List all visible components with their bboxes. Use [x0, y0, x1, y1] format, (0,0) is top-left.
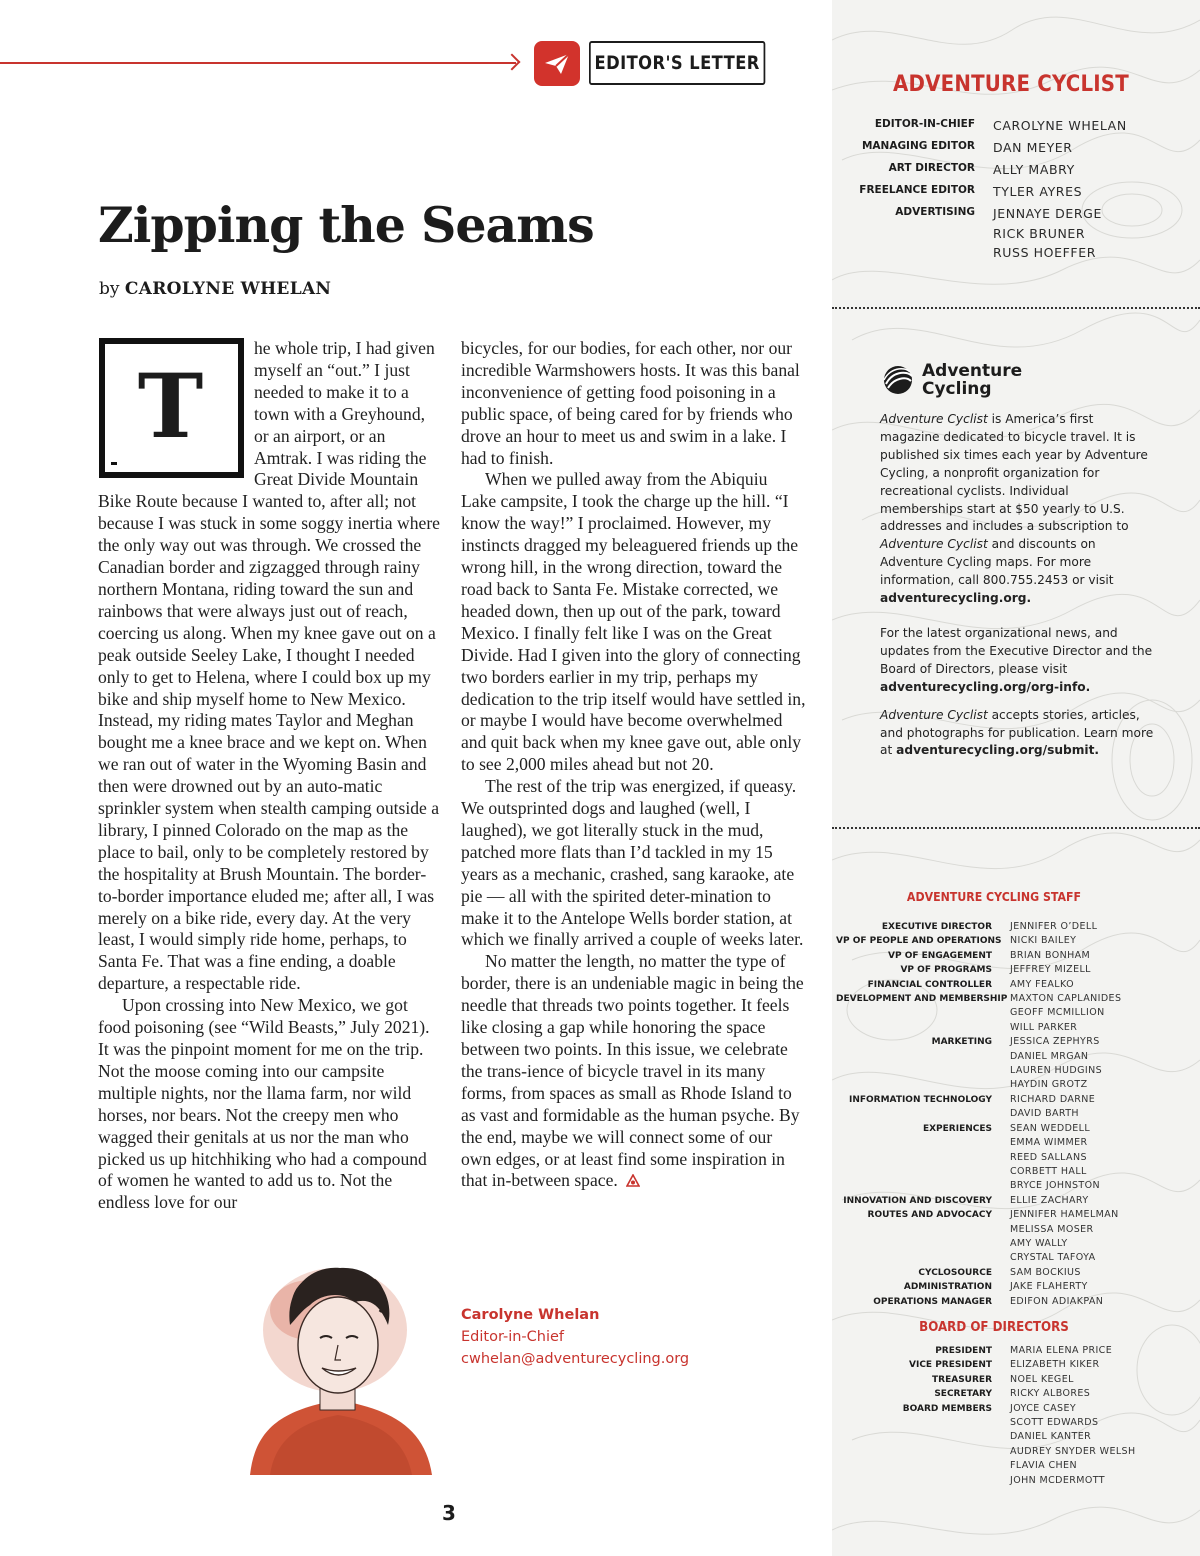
article-title: Zipping the Seams [98, 196, 594, 254]
magazine-name: Adventure Cyclist [880, 412, 988, 426]
signature-title: Editor-in-Chief [461, 1329, 565, 1345]
logo-line-1: Adventure [922, 361, 1023, 381]
adventure-cycling-logo [880, 362, 1022, 398]
magazine-name: Adventure Cyclist [880, 537, 988, 552]
masthead-role: EDITOR-IN-CHIEF [874, 118, 975, 130]
staff-name: WILL PARKER [1010, 1021, 1078, 1033]
about-text-fragment: and discounts on Adventure Cycling maps. For more information, call 800.755.2453 or visit [880, 537, 1114, 588]
masthead-role: ART DIRECTOR [888, 162, 975, 174]
signature-block [461, 1304, 689, 1370]
masthead-names [993, 138, 1073, 158]
website-link[interactable]: adventurecycling.org. [880, 591, 1032, 606]
masthead-row [840, 138, 1140, 158]
staff-role: EXECUTIVE DIRECTOR [881, 922, 992, 932]
staff-role: DEVELOPMENT AND MEMBERSHIP [836, 994, 1008, 1005]
staff-role: FINANCIAL CONTROLLER [867, 979, 992, 990]
staff-name: JESSICA ZEPHYRS [1010, 1036, 1100, 1048]
staff-name: RICHARD DARNE [1010, 1093, 1096, 1105]
masthead-row [840, 160, 1140, 180]
staff-names [1010, 1295, 1103, 1309]
staff-name: LAUREN HUDGINS [1010, 1065, 1103, 1077]
staff-names [1010, 920, 1097, 934]
board-name: FLAVIA CHEN [1010, 1460, 1077, 1472]
board-name: MARIA ELENA PRICE [1010, 1345, 1113, 1356]
staff-row [836, 978, 1176, 992]
board-names [1010, 1344, 1112, 1358]
staff-row [836, 1266, 1176, 1280]
board-names [1010, 1358, 1099, 1372]
board-names [1010, 1373, 1074, 1387]
staff-heading: ADVENTURE CYCLING STAFF [906, 889, 1082, 904]
author-portrait-illustration [240, 1250, 440, 1475]
about-text-fragment: accepts stories, articles, and photographs for publication. Learn more at [880, 707, 1154, 758]
staff-names [1010, 949, 1090, 963]
paragraph: Upon crossing into New Mexico, we got food poisoning (see “Wild Beasts,” July 2021). It was the pinpoint moment for me on the trip. Not the moose coming into our campsite multiple nights, nor the llama farm, nor wild horses, nor bears. Not the creepy men who wagged their genitals at us nor the man who picked us up hitchhiking who had a compound of women he wanted to add us to. Not the endless love for our [98, 995, 430, 1213]
masthead-name: JENNAYE DERGE [993, 206, 1102, 221]
staff-name: BRIAN BONHAM [1010, 949, 1091, 961]
staff-names [1010, 1122, 1100, 1194]
staff-name: JENNIFER HAMELMAN [1010, 1209, 1119, 1221]
article-column-2 [461, 338, 806, 1192]
board-heading: BOARD OF DIRECTORS [919, 1319, 1069, 1335]
paragraph: When we pulled away from the Abiquiu Lake campsite, I took the charge up the hill. “I know the way!” I proclaimed. However, my instincts dragged my beleaguered friends up the wrong hill, in the wrong direction, toward the road back to Santa Fe. Mistake corrected, we headed down, then up out of the park, toward Mexico. I finally felt like I was on the Great Divide. Had I given into the glory of connecting two borders earlier in my trip, perhaps my dedication to the trip itself would have settled in, or maybe I would have become overwhelmed and quit back when my knee gave out, able only to see 2,000 miles ahead but not 20. [461, 469, 806, 775]
byline-prefix: by [99, 279, 120, 299]
paragraph: he whole trip, I had given myself an “out.” I just needed to make it to a town with a Greyhound, or an airport, or an Amtrak. I was riding the Great Divide Mountain Bike Route because I wanted to, after all; not because I was stuck in some soggy inertia where the only way out was through. We crossed the Canadian border and zigzagged through rainy northern Montana, riding toward the sun and rainbows that were always just out of reach, coercing us along. When my knee gave out on a peak outside Seeley Lake, I thought I needed only to get to Helena, where I could box up my bike and ship myself home to New Mexico. Instead, my riding mates Taylor and Meghan bought me a knee brace and we kept on. When we ran out of water in the Wyoming Basin and then were drowned out by an auto-matic sprinkler system when stealth camping outside a library, I pinned Colorado on the map as the place to bail, only to be completely restored by the hospitality at Brush Mountain. The border-to-border importance eluded me; after all, I was merely on a bike ride, every day. At the very least, I would simply ride home, perhaps, to Santa Fe. That was a fine ending, a doable departure, a respectable ride. [98, 338, 440, 994]
staff-names [1010, 1266, 1081, 1280]
staff-role: VP OF ENGAGEMENT [888, 950, 992, 961]
masthead-role: FREELANCE EDITOR [859, 184, 975, 196]
staff-role: VP OF PROGRAMS [900, 965, 992, 976]
board-name: NOEL KEGEL [1010, 1373, 1074, 1385]
staff-name: AMY WALLY [1010, 1237, 1068, 1249]
staff-row [836, 920, 1176, 934]
adventure-cycling-logo-icon [880, 364, 916, 396]
board-list [836, 1344, 1176, 1488]
staff-role: EXPERIENCES [922, 1123, 992, 1134]
staff-row [836, 1093, 1176, 1122]
staff-row [836, 949, 1176, 963]
staff-row [836, 1295, 1176, 1309]
staff-name: JEFFREY MIZELL [1010, 964, 1091, 976]
board-name: RICKY ALBORES [1010, 1388, 1091, 1400]
masthead-names [993, 116, 1127, 136]
arrow-head-icon [504, 54, 521, 71]
dotted-divider [832, 827, 1200, 829]
masthead-name: ALLY MABRY [993, 162, 1075, 177]
staff-name: SAM BOCKIUS [1010, 1266, 1081, 1278]
staff-row [836, 1194, 1176, 1208]
staff-name: DAVID BARTH [1010, 1108, 1079, 1120]
staff-role: INFORMATION TECHNOLOGY [848, 1094, 992, 1105]
staff-names [1010, 978, 1074, 992]
dropcap-frame [98, 338, 242, 486]
staff-names [1010, 963, 1091, 977]
masthead-role: ADVERTISING [895, 206, 975, 218]
submit-link[interactable]: adventurecycling.org/submit. [896, 743, 1100, 758]
masthead-row [840, 182, 1140, 202]
dropcap-letter: T [137, 354, 204, 458]
staff-name: JENNIFER O’DELL [1010, 921, 1098, 932]
byline-author: CAROLYNE WHELAN [124, 279, 332, 299]
staff-role: ADMINISTRATION [903, 1282, 992, 1293]
masthead-names [993, 182, 1082, 202]
staff-names [1010, 934, 1076, 948]
masthead-name: RICK BRUNER [993, 225, 1086, 241]
header-rule [0, 62, 516, 64]
masthead-row [840, 116, 1140, 136]
staff-names [1010, 1280, 1088, 1294]
staff-row [836, 1122, 1176, 1194]
masthead-title: ADVENTURE CYCLIST [893, 72, 1129, 97]
section-label: EDITOR'S LETTER [589, 41, 765, 85]
board-role: VICE PRESIDENT [909, 1360, 992, 1371]
board-role: SECRETARY [934, 1389, 992, 1400]
staff-name: SEAN WEDDELL [1010, 1122, 1091, 1134]
article-column-1 [98, 338, 440, 1214]
board-role: PRESIDENT [935, 1346, 992, 1356]
staff-name: CORBETT HALL [1010, 1165, 1087, 1177]
paragraph: The rest of the trip was energized, if queasy. We outsprinted dogs and laughed (well, I laughed), we got literally stuck in the mud, patched more flats than I’d tackled in my 15 years as a mechanic, crashed, sang karaoke, ate pie — all with the spirited deter-mination to make it to the Antelope Wells border station, at which we finally arrived a couple of weeks later. [461, 776, 804, 950]
staff-name: EMMA WIMMER [1010, 1137, 1088, 1149]
staff-role: CYCLOSOURCE [918, 1267, 992, 1278]
board-name: JOHN MCDERMOTT [1010, 1474, 1106, 1486]
staff-role: ROUTES AND ADVOCACY [867, 1210, 992, 1221]
about-text-fragment: is America’s first magazine dedicated to bicycle travel. It is published six times each year by Adventure Cycling, a nonprofit organization for recreational cyclists. Individual memberships start at $50 yearly to U.S. addresses and includes a subscription to [880, 412, 1148, 534]
byline [99, 279, 331, 299]
staff-row [836, 992, 1176, 1035]
staff-names [1010, 1194, 1089, 1208]
masthead-row [840, 204, 1140, 263]
staff-name: CRYSTAL TAFOYA [1010, 1252, 1096, 1264]
board-name: DANIEL KANTER [1010, 1431, 1092, 1443]
board-role: BOARD MEMBERS [902, 1403, 992, 1414]
staff-name: ELLIE ZACHARY [1010, 1194, 1089, 1206]
staff-name: REED SALLANS [1010, 1151, 1087, 1163]
staff-name: HAYDIN GROTZ [1010, 1079, 1088, 1091]
board-names [1010, 1387, 1090, 1401]
staff-list [836, 920, 1176, 1309]
masthead-list [840, 116, 1140, 265]
staff-name: MELISSA MOSER [1010, 1223, 1094, 1235]
masthead-names [993, 204, 1102, 263]
staff-row [836, 1208, 1176, 1266]
staff-row [836, 934, 1176, 948]
board-row [836, 1402, 1176, 1488]
paragraph: bicycles, for our bodies, for each other, nor our incredible Warmshowers hosts. It was this banal inconvenience of getting food poisoning in a public space, of being cared for by friends who drove an hour to meet us and swim in a lake. I had to finish. [461, 338, 800, 468]
staff-names [1010, 992, 1121, 1035]
board-names [1010, 1402, 1136, 1488]
staff-names [1010, 1208, 1119, 1266]
paper-plane-icon [534, 41, 580, 86]
staff-name: NICKI BAILEY [1010, 935, 1077, 947]
staff-name: EDIFON ADIAKPAN [1010, 1295, 1104, 1307]
masthead-name: DAN MEYER [993, 140, 1073, 155]
board-name: AUDREY SNYDER WELSH [1010, 1445, 1136, 1457]
org-info-link[interactable]: adventurecycling.org/org-info. [880, 679, 1091, 694]
board-name: SCOTT EDWARDS [1010, 1417, 1099, 1429]
paragraph-text: No matter the length, no matter the type of border, there is an undeniable magic in being the needle that threads two points together. It feels like closing a gap while honoring the space between two points. In this issue, we celebrate the trans-ience of bicycle travel in its many forms, from spaces as small as Rhode Island to as vast and formidable as the human psyche. By the end, maybe we will connect some of our own edges, or at least find some inspiration in that in-between space. [461, 951, 804, 1191]
paragraph [461, 951, 806, 1192]
staff-name: BRYCE JOHNSTON [1010, 1180, 1100, 1192]
signature-email-link[interactable]: cwhelan@adventurecycling.org [461, 1351, 690, 1367]
masthead-name: RUSS HOEFFER [993, 245, 1096, 260]
staff-name: DANIEL MRGAN [1010, 1050, 1089, 1062]
magazine-name: Adventure Cyclist [880, 707, 988, 722]
masthead-name: CAROLYNE WHELAN [993, 118, 1127, 133]
board-row [836, 1344, 1176, 1358]
masthead-role: MANAGING EDITOR [861, 140, 975, 152]
board-row [836, 1358, 1176, 1372]
staff-role: MARKETING [931, 1037, 992, 1048]
board-row [836, 1387, 1176, 1401]
about-text [880, 411, 1155, 777]
staff-name: JAKE FLAHERTY [1010, 1281, 1088, 1293]
staff-names [1010, 1093, 1095, 1122]
board-row [836, 1373, 1176, 1387]
dotted-divider [832, 307, 1200, 309]
masthead-names [993, 160, 1075, 180]
about-text-fragment: For the latest organizational news, and updates from the Executive Director and the Board of Directors, please visit [880, 625, 1153, 676]
page-number: 3 [442, 1501, 456, 1525]
board-name: ELIZABETH KIKER [1010, 1359, 1100, 1371]
logo-line-2: Cycling [922, 379, 992, 399]
board-role: TREASURER [932, 1374, 992, 1385]
staff-name: GEOFF MCMILLION [1010, 1007, 1105, 1019]
staff-role: VP OF PEOPLE AND OPERATIONS [836, 936, 1002, 947]
staff-role: INNOVATION AND DISCOVERY [843, 1195, 992, 1206]
staff-row [836, 963, 1176, 977]
staff-role: OPERATIONS MANAGER [873, 1296, 992, 1307]
staff-names [1010, 1035, 1102, 1093]
staff-name: MAXTON CAPLANIDES [1010, 993, 1122, 1005]
signature-name: Carolyne Whelan [461, 1307, 600, 1323]
board-name: JOYCE CASEY [1010, 1402, 1077, 1414]
staff-row [836, 1280, 1176, 1294]
adventure-cycling-end-mark-icon [626, 1174, 640, 1188]
staff-row [836, 1035, 1176, 1093]
masthead-name: TYLER AYRES [993, 184, 1083, 199]
staff-name: AMY FEALKO [1010, 978, 1074, 990]
